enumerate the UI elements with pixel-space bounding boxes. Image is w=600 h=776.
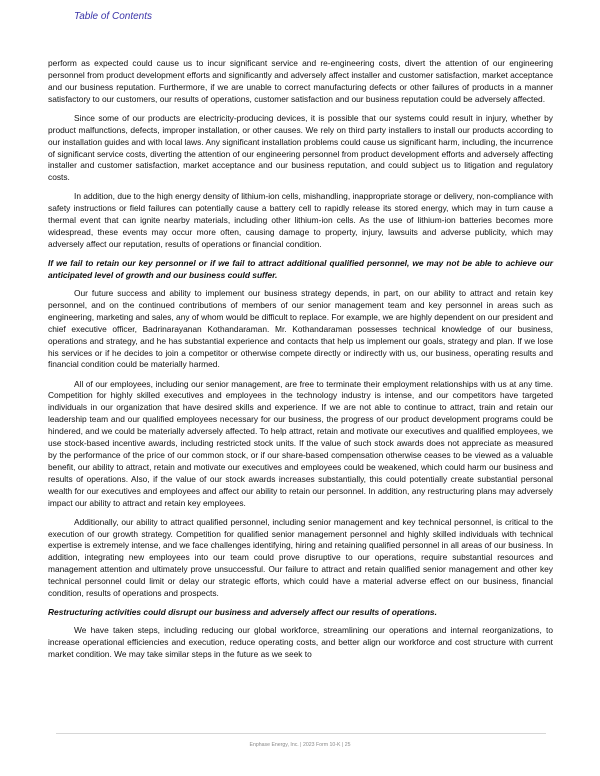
paragraph-employees-free-to-terminate: All of our employees, including our senior management, are free to terminate their employment relationships with us at any time. Competition for highly skilled executives and employees in the technology industry is intense, and our competitors have targeted individuals in our organization that have desired skills and experience. If we are not able to continue to attract, train and retain our leadership team and our qualified employees necessary for our business, the progress of our product development programs could be hindered, and we could be materially adversely affected. To help attract, retain and motivate our executives and qualified employees, we use stock-based incentive awards, including restricted stock units. If the value of such stock awards does not appreciate as measured by the performance of the price of our common stock, or if our share-based compensation otherwise ceases to be viewed as a valuable benefit, our ability to attract, retain and motivate our executives and employees could be weakened, which could harm our business and results of operations. Also, if the value of our stock awards increases substantially, this could potentially create substantial personal wealth for our executives and employees and affect our ability to retain our personnel. In addition, any restructuring plans may adversely impact our ability to attract and retain key employees. — [48, 378, 553, 508]
paragraph-continued-product-defects: perform as expected could cause us to incur significant service and re-engineering costs, divert the attention of our engineering personnel from product development efforts and significantly and adversely affect installer and customer satisfaction, market acceptance and our business reputation. Furthermore, if we are unable to correct manufacturing defects or other failures of products in a manner satisfactory to our customers, our results of operations, customer satisfaction and our business reputation could be adversely affected. — [48, 58, 553, 104]
paragraph-lithium-ion-risk: In addition, due to the high energy density of lithium-ion cells, mishandling, inappropriate storage or delivery, non-compliance with safety instructions or field failures can potentially cause a battery cell to rapidly release its stored energy, which may in turn cause a thermal event that can ignite nearby materials, including other lithium-ion cells. As the use of lithium-ion batteries becomes more widespread, these events may occur more often, causing damage to property, injury, lawsuits and adverse publicity, which may adversely affect our reputation, results of operations or financial condition. — [48, 191, 553, 250]
risk-heading-restructuring: Restructuring activities could disrupt our business and adversely affect our results of operations. — [48, 607, 437, 618]
page-footer: Enphase Energy, Inc. | 2023 Form 10-K | 25 — [249, 742, 351, 748]
table-of-contents-link[interactable]: Table of Contents — [74, 11, 153, 22]
paragraph-future-success-key-personnel: Our future success and ability to implement our business strategy depends, in part, on our ability to attract and retain key personnel, and on the continued contributions of members of our senior management team and key personnel in areas such as engineering, marketing and sales, any of whom would be difficult to replace. For example, we are highly dependent on our president and chief executive officer, Badrinarayanan Kothandaraman. Mr. Kothandaraman possesses technical knowledge of our business, operations and strategy, and he has substantial experience and contacts that help us implement our goals, strategy and plan. If we lose his services or if he decides to join a competitor or otherwise compete directly or indirectly with us, our business, operating results and financial condition could be materially harmed. — [48, 287, 553, 370]
paragraph-attract-qualified-personnel: Additionally, our ability to attract qualified personnel, including senior management and key technical personnel, is critical to the execution of our growth strategy. Competition for qualified senior management personnel and highly skilled individuals with technical expertise is extremely intense, and we face challenges identifying, hiring and retaining qualified personnel in all areas of our business. In addition, integrating new employees into our team could prove disruptive to our operations, require substantial resources and management attention and ultimately prove unsuccessful. Our failure to attract and retain qualified senior management and other key technical personnel could limit or delay our strategic efforts, which could have a material adverse effect on our business, financial condition, results of operations and prospects. — [48, 516, 553, 599]
footer-divider — [56, 733, 546, 734]
document-body — [48, 58, 553, 668]
paragraph-restructuring-steps: We have taken steps, including reducing our global workforce, streamlining our operations and internal reorganizations, to increase operational efficiencies and execution, reduce operating costs, and better align our workforce and cost structure with current market condition. We may take similar steps in the future as we seek to — [48, 625, 553, 659]
paragraph-electricity-devices-injury: Since some of our products are electricity-producing devices, it is possible that our systems could result in injury, whether by product malfunctions, defects, improper installation, or other causes. We rely on third party installers to install our products according to our installation guides and with local laws. Any significant installation problems could cause us significant harm, including, the incurrence of significant service costs, diverting the attention of our engineering personnel from product development efforts and adversely affecting installer and customer satisfaction, market acceptance and our business reputation, and could subject us to litigation and regulatory costs. — [48, 112, 553, 183]
risk-heading-key-personnel: If we fail to retain our key personnel or if we fail to attract additional qualified personnel, we may not be able to achieve our anticipated level of growth and our business could suffer. — [48, 258, 553, 281]
